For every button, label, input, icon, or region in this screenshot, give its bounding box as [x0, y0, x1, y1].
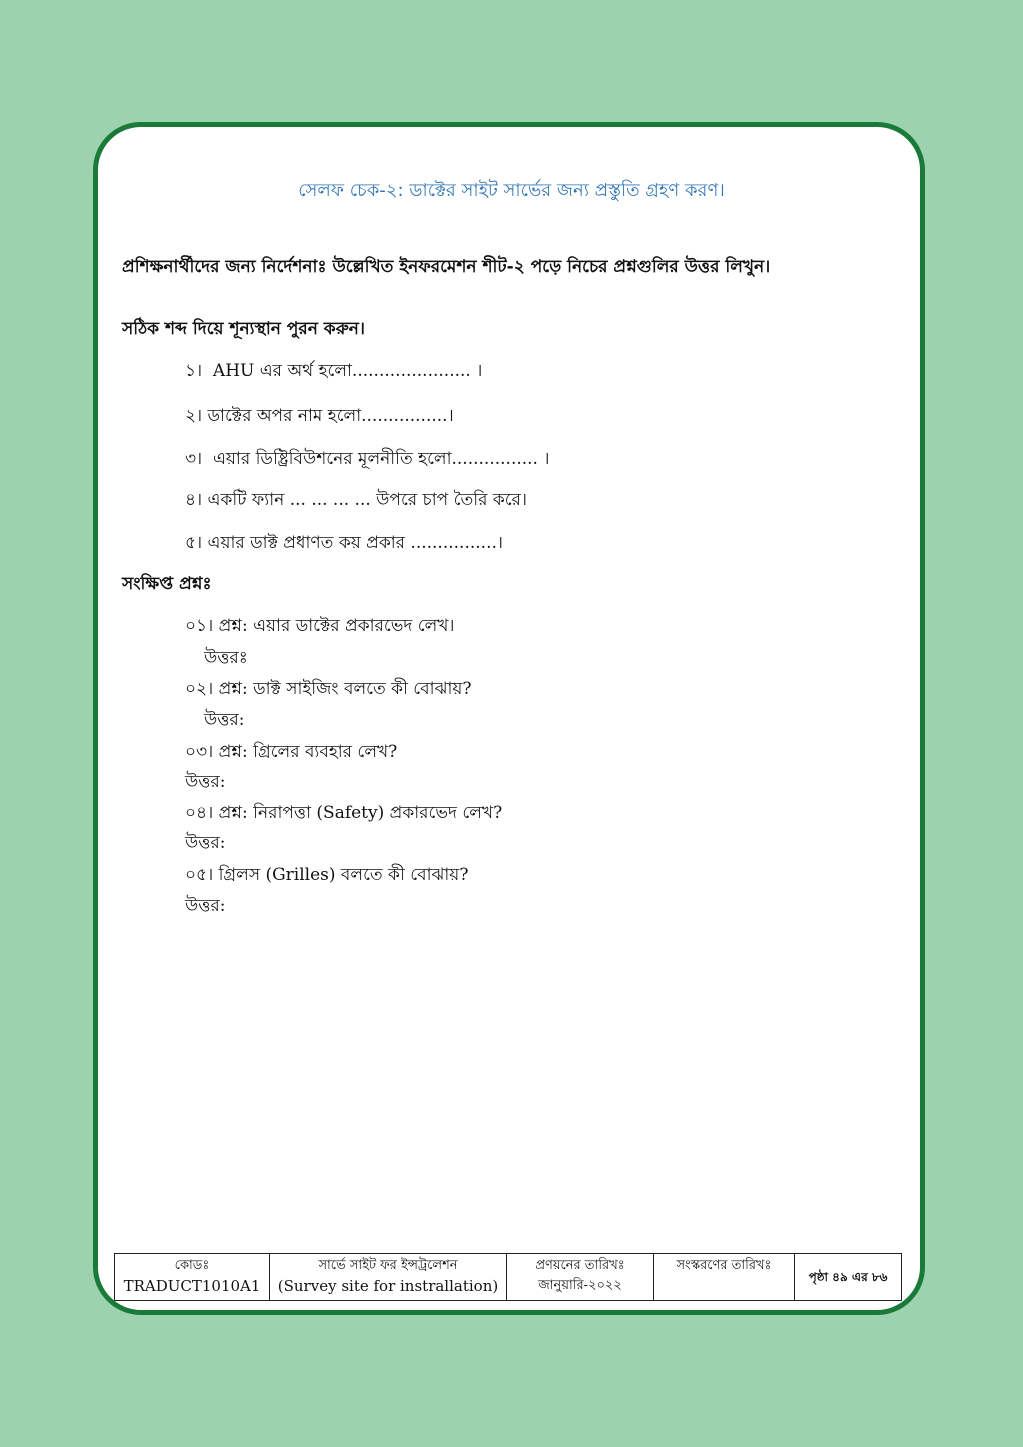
- footer-created-cell: [507, 1254, 654, 1301]
- fill-blank-item-3: ৩। এয়ার ডিষ্ট্রিবিউশনের মূলনীতি হলো................ ।: [185, 449, 550, 469]
- question-1: ০১। প্রশ্ন: এয়ার ডাক্টের প্রকারভেদ লেখ।: [185, 616, 455, 636]
- page-title: সেলফ চেক-২: ডাক্টের সাইট সার্ভের জন্য প্রস্তুতি গ্রহণ করণ।: [298, 180, 725, 201]
- footer-course-en: (Survey site for instrallation): [277, 1277, 499, 1295]
- footer-table: [114, 1253, 902, 1301]
- answer-2-label: উত্তর:: [204, 710, 245, 730]
- instruction-text: প্রশিক্ষনার্থীদের জন্য নির্দেশনাঃ উল্লেখিত ইনফরমেশন শীট-২ পড়ে নিচের প্রশ্নগুলির উত্তর লিখুন।: [122, 257, 771, 277]
- fill-blank-item-1: ১। AHU এর অর্থ হলো...................... ।: [185, 361, 483, 381]
- question-2: ০২। প্রশ্ন: ডাক্ট সাইজিং বলতে কী বোঝায়?: [185, 679, 472, 699]
- fill-blanks-heading: সঠিক শব্দ দিয়ে শূন্যস্থান পুরন করুন।: [122, 319, 365, 339]
- footer-created-value: জানুয়ারি-২০২২: [538, 1278, 622, 1293]
- question-5: ০৫। গ্রিলস (Grilles) বলতে কী বোঝায়?: [185, 865, 469, 885]
- answer-3-label: উত্তর:: [185, 772, 226, 792]
- question-4: ০৪। প্রশ্ন: নিরাপত্তা (Safety) প্রকারভেদ লেখ?: [185, 803, 503, 823]
- footer-revision-label: সংস্করণের তারিখঃ: [676, 1258, 772, 1273]
- footer-code-cell: [115, 1254, 270, 1301]
- footer-code-value: TRADUCT1010A1: [123, 1277, 261, 1295]
- answer-4-label: উত্তর:: [185, 833, 226, 853]
- footer-page-number: পৃষ্ঠা ৪৯ এর ৮৬: [795, 1254, 902, 1301]
- fill-blank-item-4: ৪। একটি ফ্যান ... ... ... ... উপরে চাপ তৈরি করে।: [185, 490, 527, 510]
- footer-course-bn: সার্ভে সাইট ফর ইন্সট্রলেশন: [318, 1258, 458, 1273]
- footer-created-label: প্রণয়নের তারিখঃ: [535, 1258, 625, 1273]
- answer-1-label: উত্তরঃ: [204, 648, 248, 668]
- footer-course-cell: [270, 1254, 507, 1301]
- fill-blank-item-2: ২। ডাক্টের অপর নাম হলো................।: [185, 406, 454, 426]
- answer-5-label: উত্তর:: [185, 896, 226, 916]
- question-3: ০৩। প্রশ্ন: গ্রিলের ব্যবহার লেখ?: [185, 742, 398, 762]
- footer-code-label: কোডঃ: [174, 1258, 210, 1273]
- fill-blank-item-5: ৫। এয়ার ডাক্ট প্রধাণত কয় প্রকার ................।: [185, 533, 503, 553]
- footer-revision-cell: [654, 1254, 795, 1301]
- short-questions-heading: সংক্ষিপ্ত প্রশ্নঃ: [122, 574, 212, 594]
